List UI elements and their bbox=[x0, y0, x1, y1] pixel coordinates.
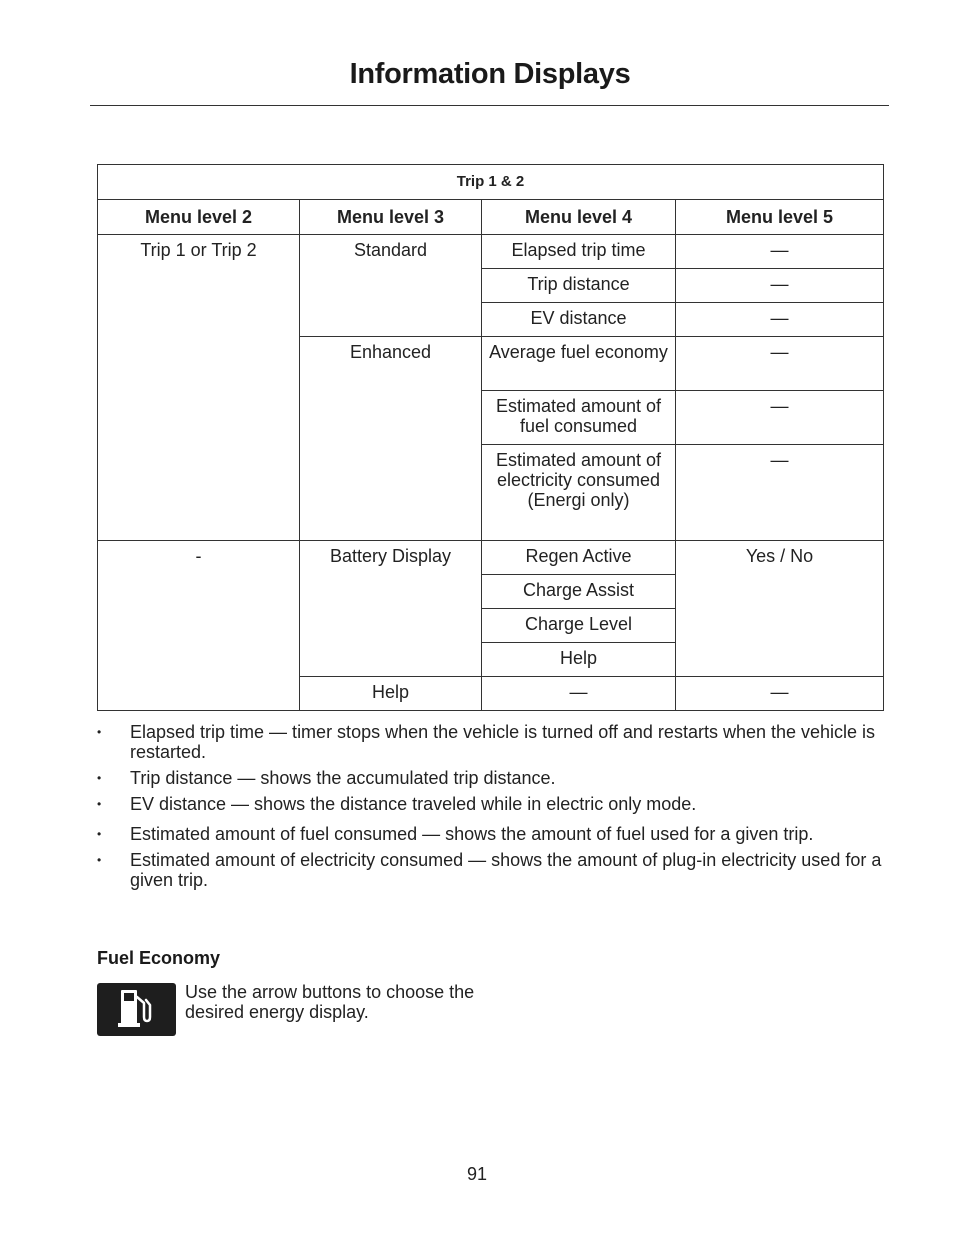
table-cell-level5: — bbox=[676, 235, 884, 269]
column-header: Menu level 3 bbox=[300, 200, 482, 235]
column-header: Menu level 2 bbox=[98, 200, 300, 235]
fuel-pump-icon bbox=[97, 983, 176, 1036]
table-cell-level4: Charge Assist bbox=[482, 575, 676, 609]
table-cell-level2: - bbox=[98, 541, 300, 711]
table-cell-level4: Estimated amount of fuel consumed bbox=[482, 391, 676, 445]
table-cell-level5: — bbox=[676, 337, 884, 391]
table-cell-level5: — bbox=[676, 303, 884, 337]
table-cell-level4: Regen Active bbox=[482, 541, 676, 575]
definitions-list bbox=[97, 722, 887, 896]
table-cell-level4: Trip distance bbox=[482, 269, 676, 303]
table-cell-level4: — bbox=[482, 677, 676, 711]
list-item: • Trip distance — shows the accumulated trip distance. bbox=[97, 768, 887, 788]
table-cell-level4: Elapsed trip time bbox=[482, 235, 676, 269]
list-item: • Estimated amount of fuel consumed — shows the amount of fuel used for a given trip. bbox=[97, 824, 887, 844]
table-caption: Trip 1 & 2 bbox=[98, 165, 884, 200]
table-cell-level4: Help bbox=[482, 643, 676, 677]
table-cell-level2: Trip 1 or Trip 2 bbox=[98, 235, 300, 541]
title-divider bbox=[90, 105, 889, 106]
fuel-economy-description: Use the arrow buttons to choose the desired energy display. bbox=[185, 982, 475, 1022]
trip-menu-table bbox=[97, 164, 884, 711]
table-cell-level4: Charge Level bbox=[482, 609, 676, 643]
table-cell-level5: Yes / No bbox=[676, 541, 884, 677]
table-cell-level3: Battery Display bbox=[300, 541, 482, 677]
table-cell-level5: — bbox=[676, 391, 884, 445]
list-item: • Estimated amount of electricity consumed — shows the amount of plug-in electricity used for a given trip. bbox=[97, 850, 887, 890]
column-header: Menu level 5 bbox=[676, 200, 884, 235]
table-cell-level4: Average fuel economy bbox=[482, 337, 676, 391]
table-cell-level5: — bbox=[676, 445, 884, 541]
page-title: Information Displays bbox=[349, 58, 631, 90]
column-header: Menu level 4 bbox=[482, 200, 676, 235]
table-cell-level5: — bbox=[676, 677, 884, 711]
table-cell-level5: — bbox=[676, 269, 884, 303]
table-cell-level3: Help bbox=[300, 677, 482, 711]
table-cell-level4: EV distance bbox=[482, 303, 676, 337]
list-item: • Elapsed trip time — timer stops when the vehicle is turned off and restarts when the vehicle is restarted. bbox=[97, 722, 887, 762]
page-number: 91 bbox=[466, 1164, 488, 1184]
table-cell-level4: Estimated amount of electricity consumed (Energi only) bbox=[482, 445, 676, 541]
list-item: • EV distance — shows the distance traveled while in electric only mode. bbox=[97, 794, 887, 814]
table-cell-level3: Enhanced bbox=[300, 337, 482, 541]
table-cell-level3: Standard bbox=[300, 235, 482, 337]
section-heading: Fuel Economy bbox=[97, 948, 221, 968]
